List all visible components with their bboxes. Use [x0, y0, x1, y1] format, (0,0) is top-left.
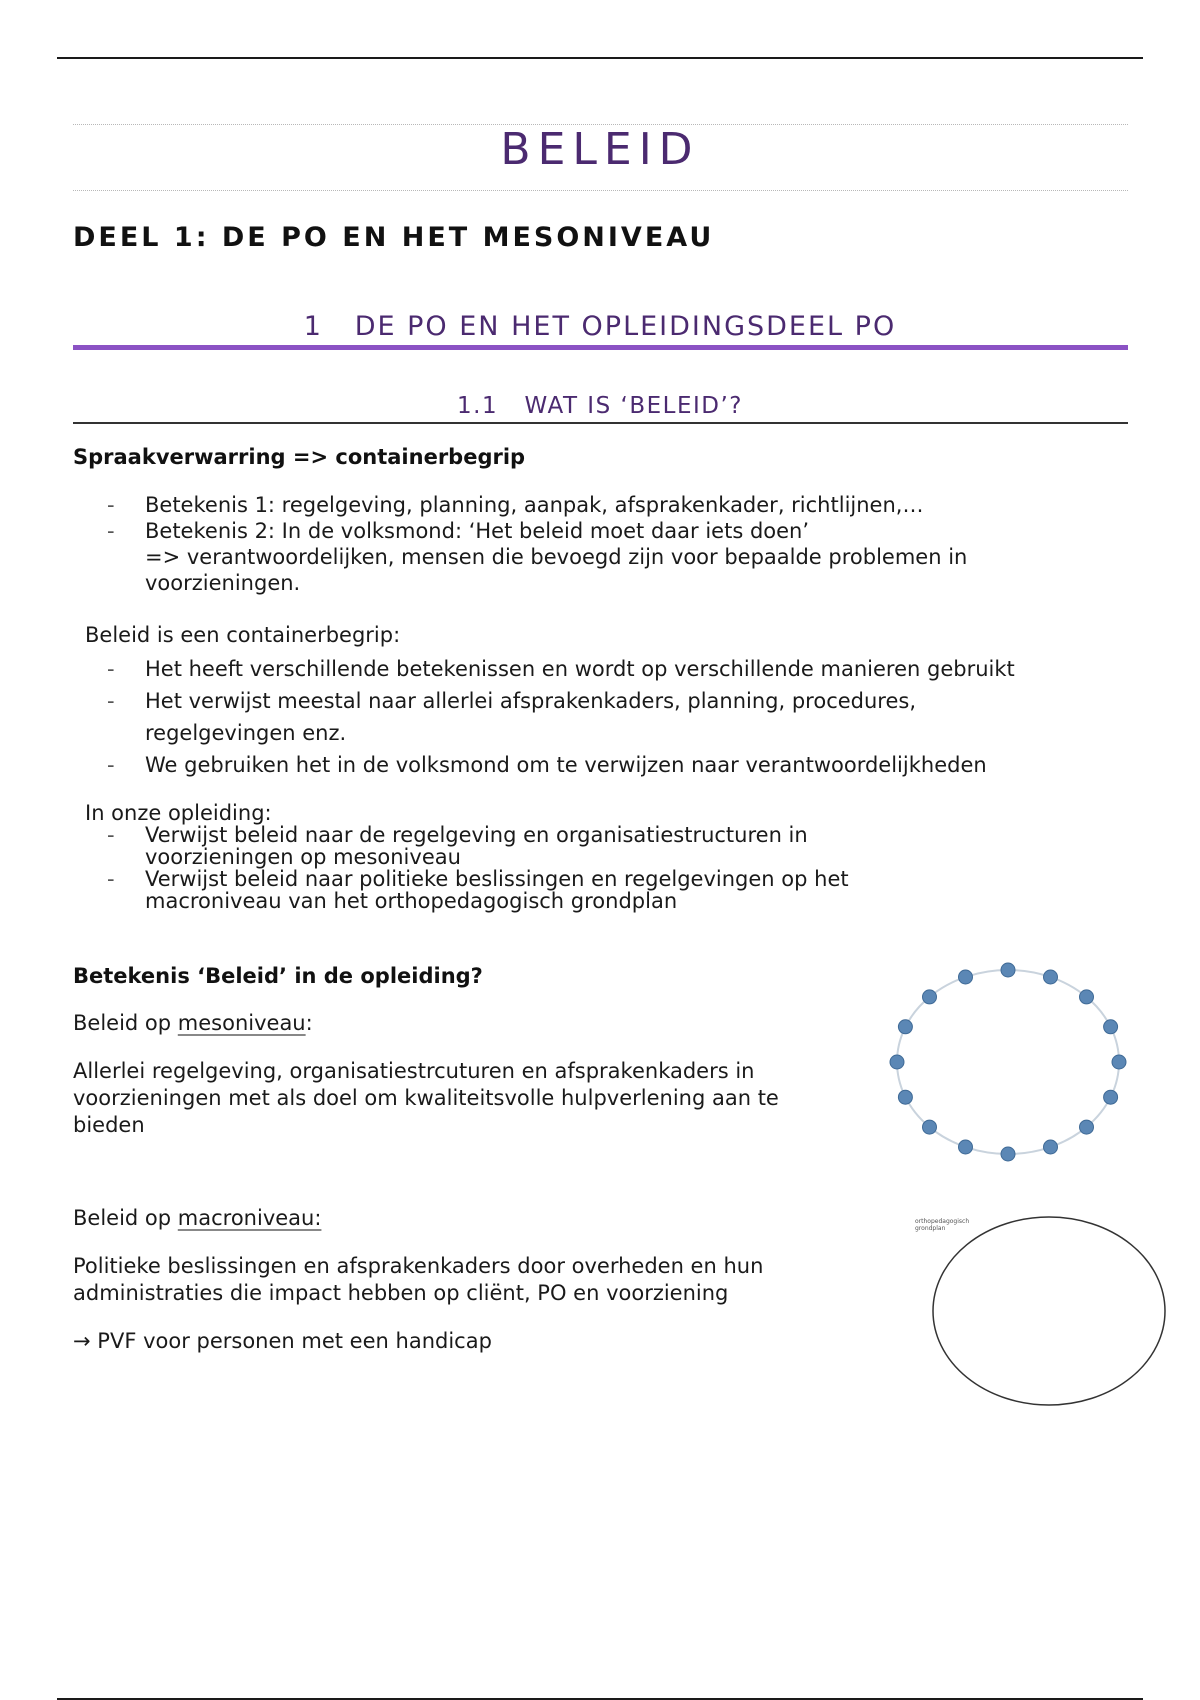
meso-dot	[1044, 970, 1058, 984]
meso-dot	[898, 1090, 912, 1104]
list-item: - Het verwijst meestal naar allerlei afsprakenkaders, planning, procedures, regelgevingen enz.	[107, 689, 917, 745]
meso-dot	[923, 990, 937, 1004]
list-item: - Betekenis 1: regelgeving, planning, aanpak, afsprakenkader, richtlijnen,…	[107, 493, 924, 517]
meso-dot	[1001, 963, 1015, 977]
meso-dot	[1104, 1090, 1118, 1104]
meso-text: Allerlei regelgeving, organisatiestrcuturen en afsprakenkaders in voorzieningen met als doel om kwaliteitsvolle hulpverlening aan te bieden	[73, 1059, 779, 1137]
education-list	[73, 824, 913, 912]
macro-text: Politieke beslissingen en afsprakenkaders door overheden en hun administraties die impact hebben op cliënt, PO en voorziening	[73, 1254, 764, 1305]
container-list	[73, 653, 1073, 781]
meso-dot	[890, 1055, 904, 1069]
meso-dot	[959, 970, 973, 984]
meso-dot	[1080, 990, 1094, 1004]
section-rule	[73, 422, 1128, 424]
macro-term: macroniveau:	[177, 1206, 322, 1230]
pvf-line: → PVF voor personen met een handicap	[73, 1329, 492, 1353]
list-item: - Het heeft verschillende betekenissen en wordt op verschillende manieren gebruikt	[107, 657, 1015, 681]
meso-label: Beleid op mesoniveau:	[73, 1011, 313, 1035]
section-number: 1.1	[457, 393, 499, 419]
meso-dot	[1001, 1147, 1015, 1161]
macro-figure-caption: orthopedagogisch grondplan	[915, 1218, 970, 1232]
macro-figure	[930, 1212, 1170, 1412]
title-bottom-border	[73, 190, 1128, 191]
confusion-heading: Spraakverwarring => containerbegrip	[73, 445, 526, 469]
page-top-rule	[57, 57, 1143, 59]
meso-dot	[898, 1020, 912, 1034]
container-intro: Beleid is een containerbegrip:	[85, 623, 401, 647]
meso-term: mesoniveau	[177, 1011, 306, 1035]
list-item: - Verwijst beleid naar politieke beslissingen en regelgevingen op het macroniveau van het orthopedagogisch grondplan	[107, 867, 849, 913]
meso-figure	[880, 955, 1150, 1170]
macro-ellipse	[933, 1217, 1165, 1405]
meaning-heading: Betekenis ‘Beleid’ in de opleiding?	[73, 964, 483, 988]
chapter-number: 1	[303, 311, 323, 342]
part-heading: DEEL 1: DE PO EN HET MESONIVEAU	[73, 222, 715, 253]
chapter-title: DE PO EN HET OPLEIDINGSDEEL PO	[354, 311, 897, 342]
meso-dot	[1112, 1055, 1126, 1069]
section-heading	[0, 392, 1200, 420]
list-item: - We gebruiken het in de volksmond om te verwijzen naar verantwoordelijkheden	[107, 753, 987, 777]
education-intro: In onze opleiding:	[85, 801, 272, 825]
list-item: - Verwijst beleid naar de regelgeving en organisatiestructuren in voorzieningen op mesoniveau	[107, 823, 808, 869]
meso-dot	[1080, 1120, 1094, 1134]
meso-dots	[890, 963, 1126, 1161]
meso-dot	[923, 1120, 937, 1134]
arrow-icon: →	[73, 1329, 91, 1353]
chapter-rule	[73, 345, 1128, 350]
meso-dot	[959, 1140, 973, 1154]
chapter-heading	[0, 311, 1200, 343]
list-item: - Betekenis 2: In de volksmond: ‘Het beleid moet daar iets doen’	[107, 519, 810, 543]
confusion-list	[73, 492, 1073, 596]
macro-label: Beleid op macroniveau:	[73, 1206, 322, 1230]
list-item-continuation: => verantwoordelijken, mensen die bevoegd zijn voor bepaalde problemen in voorzieningen.	[145, 545, 968, 595]
meso-dot	[1044, 1140, 1058, 1154]
section-title: WAT IS ‘BELEID’?	[524, 393, 743, 419]
document-title: BELEID	[500, 124, 700, 175]
meso-dot	[1104, 1020, 1118, 1034]
